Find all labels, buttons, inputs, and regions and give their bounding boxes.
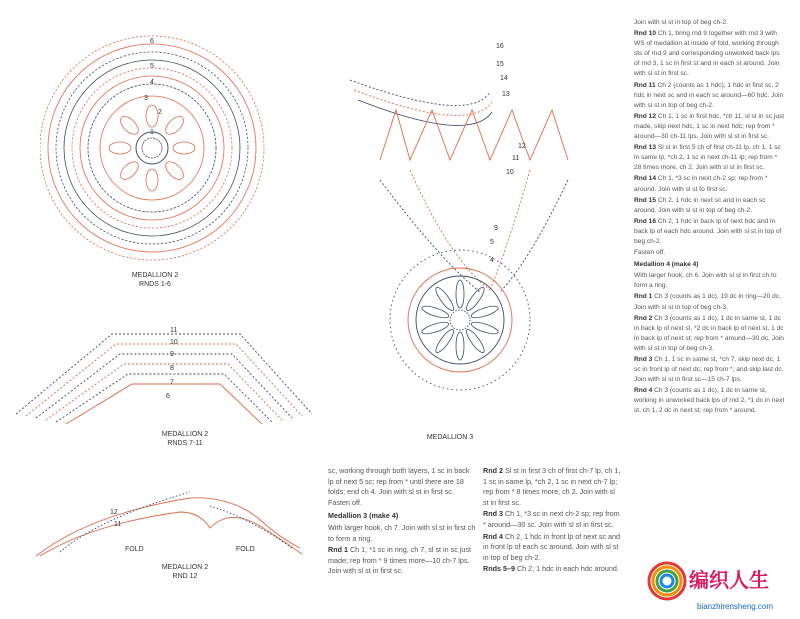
rnd-label-12: 12	[518, 143, 526, 150]
rnd-label-5: 5	[490, 239, 494, 246]
medallion2-rnds1-6-caption: MEDALLION 2 RNDS 1-6	[131, 272, 179, 288]
rnd-label-9: 9	[170, 351, 174, 358]
instructions-column-b	[483, 466, 621, 576]
rnd-label-8: 8	[170, 365, 174, 372]
col-c-rnd10: Rnd 10 Ch 1, bring rnd 9 together with rnd 3 with WS of medallion at inside of fold, working through sts of rnd 9 and corresponding unworked back lps of rnd 3, 1 sc in first st and in each st around. Join with sl st in first sc.	[634, 30, 780, 78]
col-c-rnd13: Rnd 13 Sl st in first 5 ch of first ch-11 lp, ch 1, 1 sc in same lp, *ch 2, 1 sc in next ch-11 lp; rep from * 28 times more, ch 2. Join with sl st in first sc.	[634, 144, 781, 172]
medallion2-rnds7-11-caption: MEDALLION 2 RNDS 7-11	[161, 431, 209, 447]
rnd-label-4: 4	[150, 79, 154, 86]
rnd-label-6: 6	[150, 38, 154, 45]
col-a-para-2: With larger hook, ch 7. Join with sl st in first ch to form a ring.	[328, 522, 476, 543]
col-c-intro: Join with sl st in top of beg ch-2.	[634, 19, 728, 26]
rnd-label-9: 9	[494, 225, 498, 232]
col-b-rnds5-9: Rnds 5–9 Ch 2, 1 hdc in each hdc around.	[483, 564, 619, 574]
watermark-url: bianzhirensheng.com	[697, 602, 774, 611]
col-b-rnd3: Rnd 3 Ch 1, *3 sc in next ch-2 sp; rep from * around—30 sc. Join with sl st in first sc.	[483, 509, 620, 529]
col-c-m4-rnd3: Rnd 3 Ch 1, 1 sc in same st, *ch 7, skip next dc, 1 sc in front lp of next dc; rep from *, and skip last dc. Join with sl st in first sc—15 ch-7 lps.	[634, 356, 784, 384]
medallion3-heading: Medallion 3 (make 4)	[328, 511, 399, 521]
medallion4-heading: Medallion 4 (make 4)	[634, 261, 699, 269]
medallion2-rnd12-diagram	[30, 478, 310, 558]
rnd-label-11b: 11	[114, 521, 122, 528]
rnd-label-16: 16	[496, 43, 504, 50]
rnd-label-10: 10	[170, 339, 178, 346]
rnd-label-10: 10	[506, 169, 514, 176]
col-c-m4-rnd1: Rnd 1 Ch 3 (counts as 1 dc), 19 dc in ring—20 dc. Join with sl st in top of beg ch-3.	[634, 293, 781, 311]
col-b-rnd2: Rnd 2 Sl st in first 3 ch of first ch-7 lp, ch 1, 1 sc in same lp, *ch 2, 1 sc in next ch-7 lp; rep from * 8 times more, ch 2. Join with sl st in first sc.	[483, 466, 621, 507]
rnd-label-5: 5	[150, 63, 154, 70]
watermark-logo	[645, 553, 795, 615]
watermark-title: 编织人生	[689, 568, 769, 592]
col-c-rnd14: Rnd 14 Ch 1, *3 sc in next ch-2 sp; rep from * around. Join with sl st to first sc.	[634, 175, 768, 193]
medallion2-rnds7-11-diagram	[12, 318, 312, 428]
col-c-fasten-off: Fasten off.	[634, 249, 666, 257]
col-c-rnd11: Rnd 11 Ch 2 (counts as 1 hdc), 1 hdc in first sc, 2 hdc in next sc and in each sc around—60 hdc. Join with sl st in top of beg ch-2.	[634, 81, 784, 109]
col-c-m4-rnd2: Rnd 2 Ch 3 (counts as 1 dc), 1 dc in same st, 1 dc in back lp of next st, *2 dc in back lp of next st, 1 dc in back lp of next st; rep from * around—30 dc. Join with sl st in top of beg ch-3.	[634, 314, 784, 352]
rnd-label-6b: 6	[166, 393, 170, 400]
rnd-label-7: 7	[170, 379, 174, 386]
col-c-m4-rnd4: Rnd 4 Ch 3 (counts as 1 dc), 1 dc in same st, working in unworked back lps of rnd 2, *1 dc in next st, ch 1, 2 dc in next st; rep from * around.	[634, 387, 785, 415]
rnd-label-1: 1	[150, 129, 154, 136]
instructions-column-a	[328, 466, 476, 578]
rnd-label-11: 11	[512, 155, 520, 162]
instructions-column-c	[634, 18, 786, 418]
fold-label-left: FOLD	[125, 546, 144, 553]
col-c-rnd12: Rnd 12 Ch 1, 1 sc in first hdc, *ch 11, sl st in sc just made, skip next hdc, 1 sc in next hdc; rep from * around—30 ch-11 lps. Join with sl st in first sc.	[634, 112, 785, 141]
col-c-rnd15: Rnd 15 Ch 2, 1 hdc in next sc and in each sc around. Join with sl st in top of beg ch-2.	[634, 196, 766, 214]
col-c-m4-intro: With larger hook, ch 6. Join with sl st in first ch to form a ring.	[634, 272, 777, 290]
rnd-label-12: 12	[110, 509, 118, 516]
rnd-label-4: 4	[490, 257, 494, 264]
medallion2-rnd12-caption: MEDALLION 2 RND 12	[161, 564, 209, 580]
col-a-rnd1: Rnd 1 Ch 1, *1 sc in ring, ch 7, sl st in sc just made; rep from * 9 times more—10 ch-7 lps. Join with sl st in first sc.	[328, 545, 472, 576]
col-b-rnd4: Rnd 4 Ch 2, 1 hdc in front lp of next sc and in front lp of each sc around. Join with sl st in top of beg ch-2.	[483, 531, 621, 562]
col-a-para-1: sc, working through both layers, 1 sc in back lp of next 5 sc; rep from * until there are 18 folds; end ch 4. Join with sl st in first sc. Fasten off.	[328, 466, 470, 507]
rnd-label-2: 2	[158, 109, 162, 116]
rnd-label-15: 15	[496, 61, 504, 68]
rnd-label-14: 14	[500, 75, 508, 82]
rnd-label-13: 13	[502, 91, 510, 98]
fold-label-right: FOLD	[236, 546, 255, 553]
medallion3-caption: MEDALLION 3	[426, 434, 474, 441]
rnd-label-3: 3	[144, 95, 148, 102]
medallion2-rnds1-6-diagram	[40, 30, 280, 275]
medallion3-diagram	[340, 30, 620, 430]
col-c-rnd16: Rnd 16 Ch 2, 1 hdc in back lp of next hdc and in back lp of each hdc around. Join with sl st in top of beg ch-2.	[634, 217, 782, 245]
rnd-label-11: 11	[170, 327, 178, 334]
